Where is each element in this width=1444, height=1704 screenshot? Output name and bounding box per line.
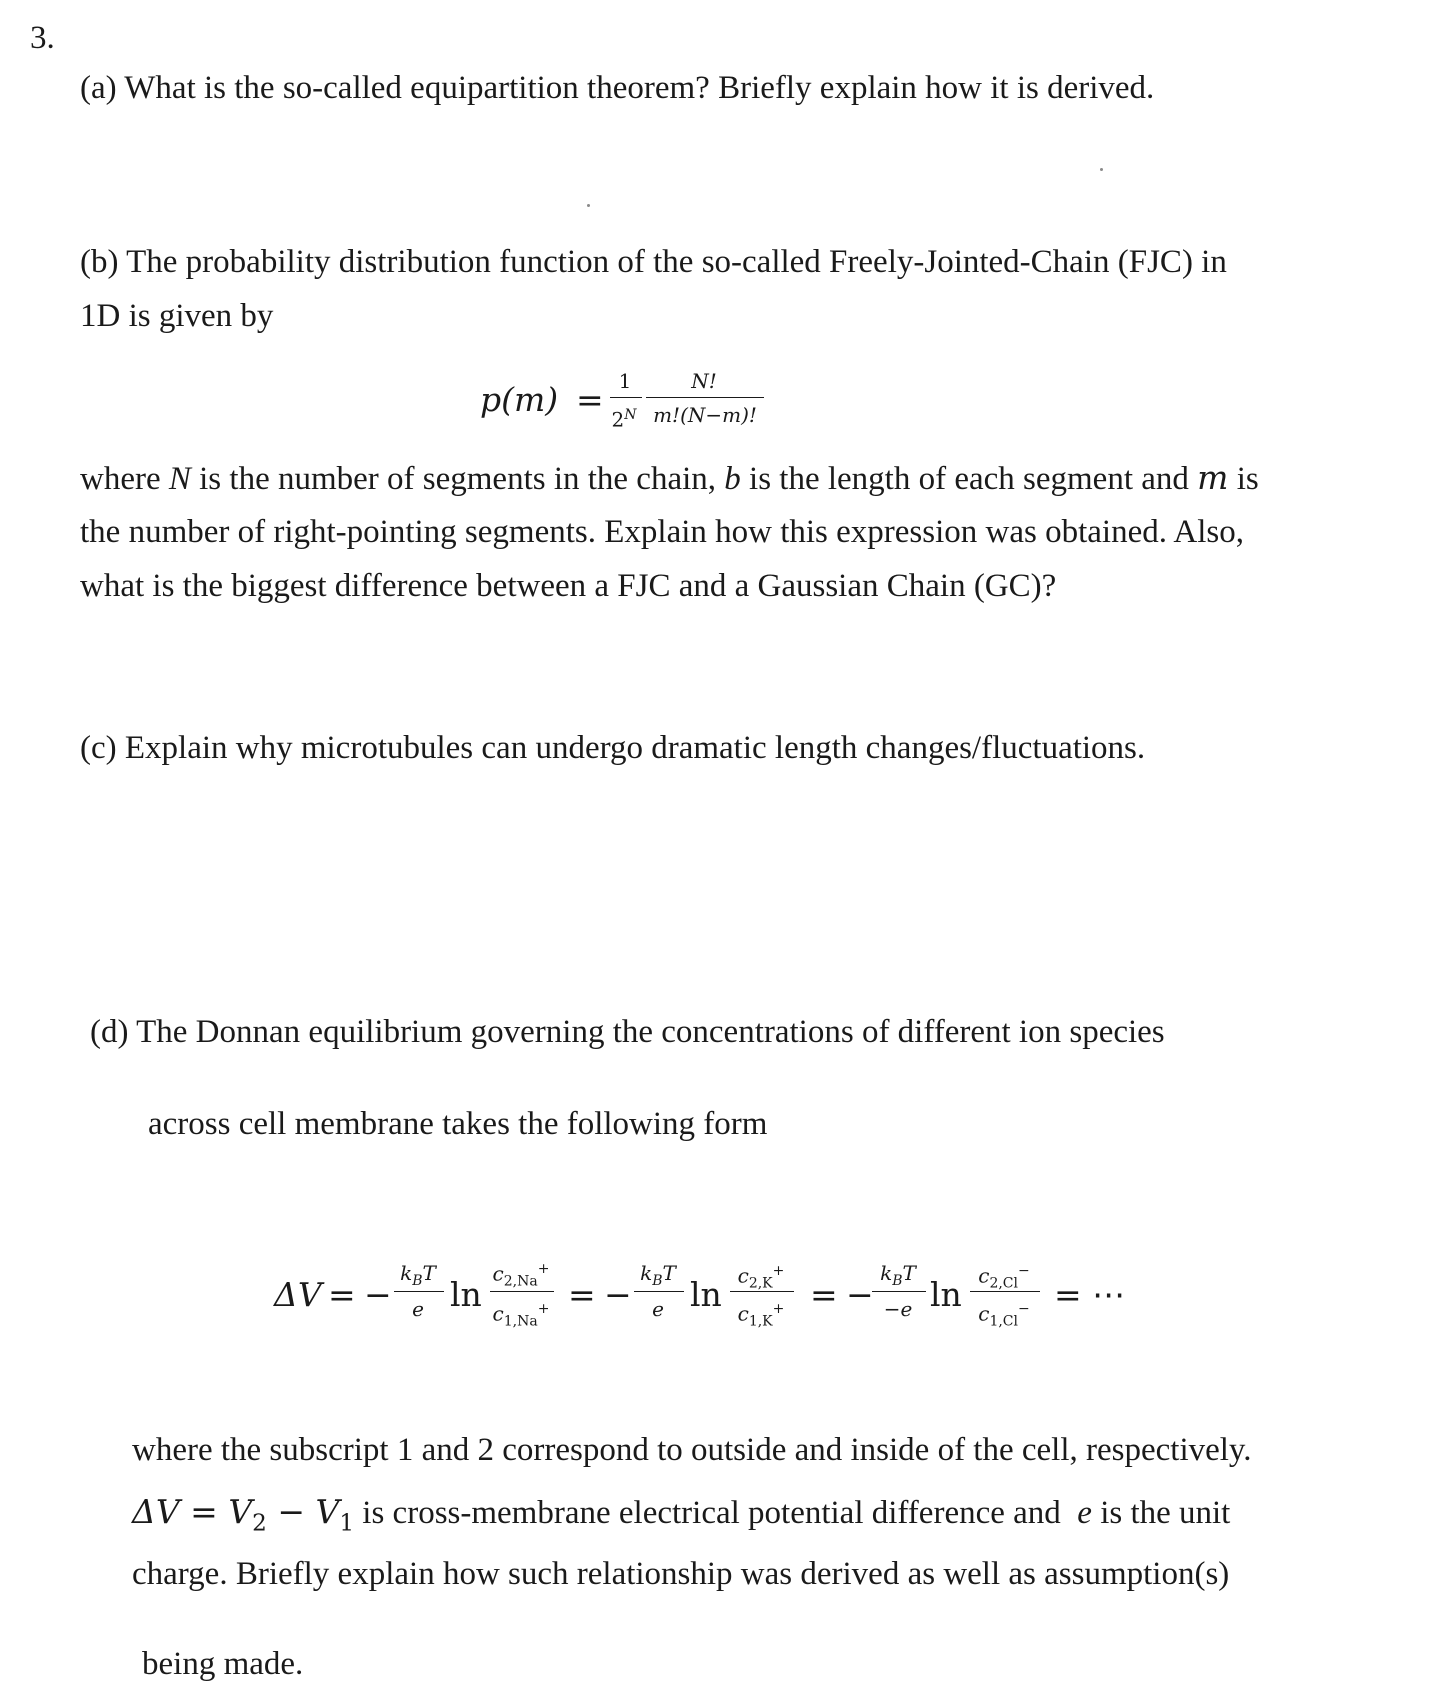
donnan-bar-4 bbox=[730, 1291, 794, 1292]
c2cl-c: c bbox=[978, 1263, 990, 1288]
donnan-bar-1 bbox=[394, 1291, 444, 1292]
fjc-frac1-bar bbox=[610, 397, 642, 398]
donnan-ln-1: ln bbox=[450, 1275, 482, 1314]
v2-sub: 2 bbox=[252, 1510, 267, 1537]
part-b-where-line1 bbox=[80, 458, 1259, 499]
c1cl-c: c bbox=[978, 1301, 990, 1326]
kbt-k: k bbox=[880, 1261, 893, 1285]
dv-equals: = bbox=[179, 1492, 229, 1531]
e-symbol: e bbox=[1077, 1495, 1092, 1531]
c2k-c: c bbox=[737, 1263, 749, 1288]
donnan-neg-e: −e bbox=[883, 1297, 913, 1321]
donnan-ln-2: ln bbox=[690, 1275, 722, 1314]
donnan-c1cl bbox=[966, 1297, 1042, 1334]
donnan-bar-2 bbox=[490, 1291, 554, 1292]
fjc-frac1-numerator: 1 bbox=[618, 369, 632, 393]
part-d-after-line1: where the subscript 1 and 2 correspond to outside and inside of the cell, respectively. bbox=[132, 1432, 1252, 1468]
scan-speck bbox=[1100, 168, 1103, 171]
donnan-equals-2: = bbox=[568, 1275, 596, 1314]
donnan-ellipsis: = ⋯ bbox=[1054, 1275, 1126, 1314]
part-a-question: (a) What is the so-called equipartition theorem? Briefly explain how it is derived. bbox=[80, 70, 1155, 106]
c1k-c: c bbox=[737, 1301, 749, 1326]
donnan-bar-3 bbox=[634, 1291, 684, 1292]
donnan-bar-6 bbox=[970, 1291, 1040, 1292]
c2cl-sub: 2,Cl bbox=[989, 1275, 1018, 1292]
fjc-frac1-den-base: 2 bbox=[611, 407, 625, 432]
donnan-equals-3: = bbox=[810, 1275, 838, 1314]
c1na-c: c bbox=[492, 1301, 504, 1326]
part-d-line1: (d) The Donnan equilibrium governing the concentrations of different ion species bbox=[90, 1014, 1165, 1050]
donnan-neg-2: − bbox=[604, 1275, 632, 1314]
part-b-where-line3: what is the biggest difference between a FJC and a Gaussian Chain (GC)? bbox=[80, 568, 1057, 604]
c1cl-sup: − bbox=[1018, 1301, 1030, 1317]
kbt-k: k bbox=[640, 1261, 653, 1285]
donnan-neg-3: − bbox=[846, 1275, 874, 1314]
c2k-sup: + bbox=[772, 1263, 785, 1279]
after-line2-text2: is the unit bbox=[1091, 1495, 1231, 1531]
c1na-sup: + bbox=[537, 1301, 550, 1317]
donnan-e-2: e bbox=[652, 1297, 664, 1321]
c2na-sup: + bbox=[537, 1261, 550, 1277]
donnan-lhs: ΔV bbox=[274, 1275, 322, 1314]
part-c-question: (c) Explain why microtubules can undergo dramatic length changes/fluctuations. bbox=[80, 730, 1146, 766]
fjc-lhs: p(m) bbox=[480, 380, 559, 419]
fjc-equation bbox=[470, 365, 790, 445]
question-number: 3. bbox=[30, 20, 55, 56]
dv-symbol: ΔV bbox=[132, 1492, 180, 1531]
kbt-k: k bbox=[400, 1261, 413, 1285]
fjc-frac1-denominator bbox=[606, 403, 642, 432]
donnan-kbt-1 bbox=[392, 1261, 444, 1293]
c2k-sub: 2,K bbox=[748, 1275, 773, 1292]
kbt-sub: B bbox=[652, 1273, 663, 1289]
scan-speck bbox=[587, 204, 590, 207]
fjc-frac1-den-exponent: N bbox=[624, 407, 637, 423]
kbt-T: T bbox=[902, 1261, 916, 1285]
where-text-3: is the length of each segment and bbox=[740, 461, 1198, 497]
donnan-equation bbox=[270, 1255, 1126, 1345]
var-b: b bbox=[724, 461, 741, 497]
donnan-neg-1: − bbox=[364, 1275, 392, 1314]
part-d-line2: across cell membrane takes the following form bbox=[148, 1106, 768, 1142]
where-text-4: is bbox=[1228, 461, 1259, 497]
fjc-frac2-denominator: m!(N−m)! bbox=[653, 403, 757, 427]
c1k-sub: 1,K bbox=[748, 1313, 773, 1330]
part-b-intro-line1: (b) The probability distribution function of the so-called Freely-Jointed-Chain (FJC) in bbox=[80, 244, 1227, 280]
part-d-after-line4: being made. bbox=[142, 1646, 304, 1682]
v1-symbol: V bbox=[315, 1492, 340, 1531]
var-m: m bbox=[1197, 458, 1229, 497]
part-b-where-line2: the number of right-pointing segments. Explain how this expression was obtained. Also, bbox=[80, 514, 1245, 550]
part-d-after-line2 bbox=[132, 1492, 1230, 1544]
part-b-intro-line2: 1D is given by bbox=[80, 298, 274, 334]
donnan-kbt-3 bbox=[870, 1261, 926, 1293]
donnan-kbt-2 bbox=[632, 1261, 684, 1293]
fjc-frac2-numerator: N! bbox=[691, 369, 717, 393]
where-text-2: is the number of segments in the chain, bbox=[190, 461, 725, 497]
where-text-1: where bbox=[80, 461, 169, 497]
c2cl-sup: − bbox=[1018, 1263, 1030, 1279]
minus-sign: − bbox=[266, 1492, 316, 1531]
c2na-sub: 2,Na bbox=[503, 1273, 538, 1290]
kbt-sub: B bbox=[892, 1273, 903, 1289]
v2-symbol: V bbox=[228, 1492, 253, 1531]
c2na-c: c bbox=[492, 1261, 504, 1286]
donnan-bar-5 bbox=[872, 1291, 926, 1292]
c1na-sub: 1,Na bbox=[503, 1313, 538, 1330]
part-d-after-line3: charge. Briefly explain how such relationship was derived as well as assumption(s) bbox=[132, 1556, 1230, 1592]
kbt-T: T bbox=[662, 1261, 676, 1285]
kbt-sub: B bbox=[412, 1273, 423, 1289]
donnan-c1k bbox=[726, 1297, 796, 1334]
donnan-c1na bbox=[486, 1297, 556, 1334]
donnan-c2na bbox=[486, 1257, 556, 1294]
var-N: N bbox=[168, 461, 191, 497]
donnan-e-1: e bbox=[412, 1297, 424, 1321]
fjc-equals: = bbox=[576, 380, 604, 419]
c1k-sup: + bbox=[772, 1301, 785, 1317]
kbt-T: T bbox=[422, 1261, 436, 1285]
after-line2-text1: is cross-membrane electrical potential difference and bbox=[354, 1495, 1078, 1531]
donnan-ln-3: ln bbox=[930, 1275, 962, 1314]
v1-sub: 1 bbox=[339, 1510, 355, 1537]
fjc-frac2-bar bbox=[646, 397, 764, 398]
c1cl-sub: 1,Cl bbox=[989, 1313, 1018, 1330]
donnan-equals-1: = bbox=[328, 1275, 356, 1314]
